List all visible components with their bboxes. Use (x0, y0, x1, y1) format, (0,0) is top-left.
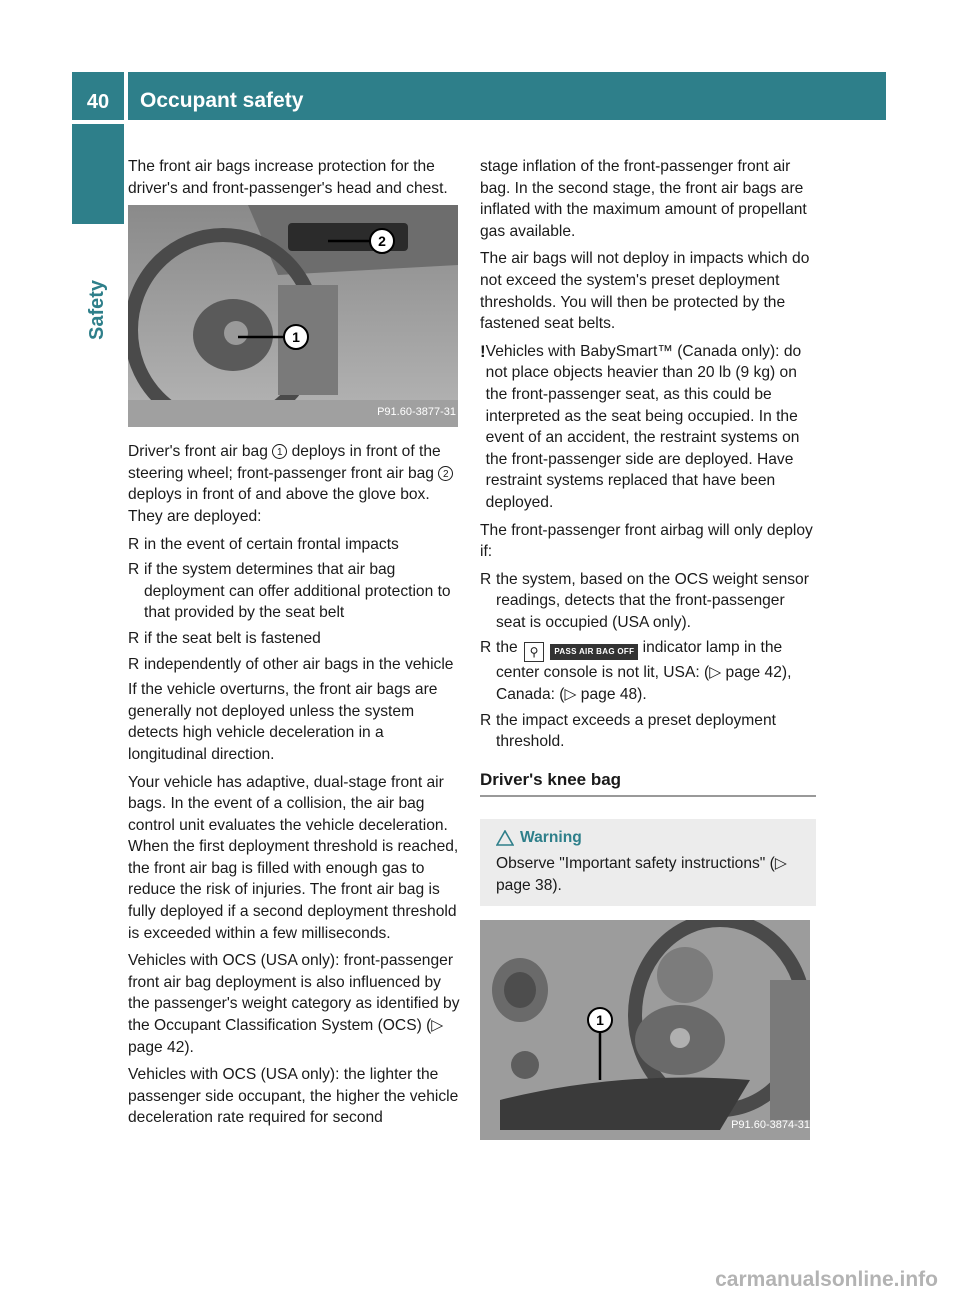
list-item-text: the impact exceeds a preset deployment threshold. (496, 711, 776, 751)
callout-ref-2: 2 (438, 466, 453, 481)
bullet-marker: R (128, 629, 140, 647)
list-item-text (496, 637, 816, 705)
bullet-marker: R (480, 570, 492, 588)
adaptive-text: Your vehicle has adaptive, dual-stage front air bags. In the event of a collision, the air bag control unit evaluates the vehicle deceleration. When the first deployment threshold is reached, the front air bag is filled with enough gas to reduce the risk of injuries. The front air bag is fully deployed if a second deployment threshold is exceeded within a few milliseconds. (128, 773, 459, 942)
pass-air-bag-off-icon: PASS AIR BAG OFF (550, 644, 638, 660)
callout-2: 2 (378, 233, 386, 250)
callout-1: 1 (596, 1012, 604, 1029)
list-item (128, 559, 462, 624)
list-item-text: independently of other air bags in the vehicle (144, 655, 454, 673)
list-item (128, 654, 462, 676)
watermark: carmanualsonline.info (715, 1268, 938, 1291)
callout-1: 1 (292, 329, 300, 346)
ocs-text-1: Vehicles with OCS (USA only): front-passenger front air bag deployment is also influenced by the passenger's weight category as identified by the Occupant Classification System (OCS) (▷ page 42). (128, 952, 460, 1056)
figure-reference: P91.60-3877-31 (377, 405, 456, 418)
deploy-text-b: deploys in front of the steering wheel; front-passenger front air bag (128, 443, 441, 482)
warning-text: Observe "Important safety instructions" (▷ page 38). (496, 855, 787, 894)
right-column (480, 156, 816, 1154)
knee-bag-photo (480, 920, 810, 1140)
list-item (480, 637, 816, 705)
list-item-text: if the system determines that air bag deployment can offer additional protection to that provided by the seat belt (144, 561, 451, 622)
note-text: Vehicles with BabySmart™ (Canada only): do not place objects heavier than 20 lb (9 kg) on the front-passenger seat, as this could be interpreted as the seat being occupied. In the event of an accident, the restraint systems on the front-passenger side are deployed. Have restraint systems replaced that have been deployed. (485, 342, 802, 511)
bullet-marker: R (128, 535, 140, 553)
page-title: Occupant safety (128, 72, 886, 120)
section-tab (72, 124, 124, 224)
bullet-marker: R (128, 655, 140, 673)
no-deploy-text: The air bags will not deploy in impacts which do not exceed the system's preset deployment thresholds. You will then be protected by the fastened seat belts. (480, 250, 810, 333)
list-item-text: the system, based on the OCS weight sensor readings, detects that the front-passenger seat is occupied (USA only). (496, 570, 809, 631)
section-heading: Driver's knee bag (480, 769, 816, 798)
figure-knee-bag (480, 920, 816, 1140)
ocs-text-2: Vehicles with OCS (USA only): the lighter the passenger side occupant, the higher the vehicle deceleration rate required for second (128, 1066, 459, 1127)
warning-header (496, 827, 804, 849)
list-item-text: in the event of certain frontal impacts (144, 535, 399, 553)
callout-ref-1: 1 (272, 444, 287, 459)
list-item (128, 534, 462, 556)
overturn-text: If the vehicle overturns, the front air bags are generally not deployed unless the system detects high vehicle deceleration in a longitudinal direction. (128, 681, 438, 763)
note-icon: ! (480, 341, 486, 361)
left-column (128, 156, 462, 1135)
bullet-marker: R (480, 639, 492, 657)
deploy-text-c: deploys in front of and above the glove box. They are deployed: (128, 486, 430, 525)
list-item-text: if the seat belt is fastened (144, 629, 321, 647)
figure-airbags (128, 205, 462, 427)
list-item (480, 569, 816, 634)
b2-text-b: indicator lamp in the center console is not lit, USA: (▷ page 42), Canada: (▷ page 48). (496, 639, 792, 704)
dashboard-photo (128, 205, 458, 427)
bullet-marker: R (128, 561, 140, 579)
note (480, 341, 816, 514)
only-if-text: The front-passenger front airbag will only deploy if: (480, 521, 813, 561)
intro-text: The front air bags increase protection for the driver's and front-passenger's head and chest. (128, 158, 448, 197)
bullet-marker: R (480, 711, 492, 729)
section-label: Safety (86, 279, 108, 340)
list-item (128, 628, 462, 650)
page-number: 40 (72, 72, 124, 120)
seat-occupant-icon: ⚲ (524, 642, 544, 662)
b2-text-a: the (496, 639, 523, 657)
warning-triangle-icon (496, 830, 514, 846)
warning-box (480, 819, 816, 906)
deploy-text (128, 441, 462, 527)
list-item (480, 710, 816, 753)
warning-title: Warning (520, 829, 582, 847)
continuation-text: stage inflation of the front-passenger front air bag. In the second stage, the front air bags are inflated with the maximum amount of propellant gas available. (480, 158, 807, 240)
figure-reference: P91.60-3874-31 (731, 1118, 810, 1131)
deploy-text-a: Driver's front air bag (128, 443, 273, 461)
